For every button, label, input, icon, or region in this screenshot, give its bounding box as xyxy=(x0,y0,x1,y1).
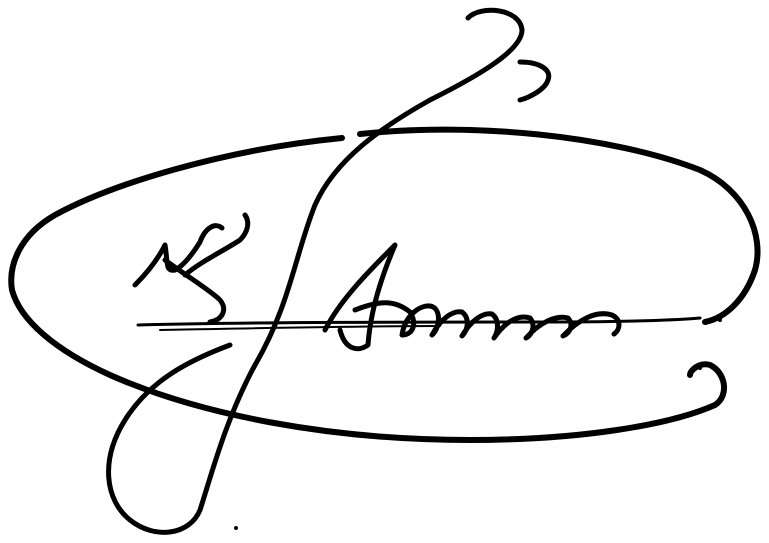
ink-dot xyxy=(718,318,722,322)
ink-dot xyxy=(234,526,238,530)
ink-dot xyxy=(698,366,702,370)
